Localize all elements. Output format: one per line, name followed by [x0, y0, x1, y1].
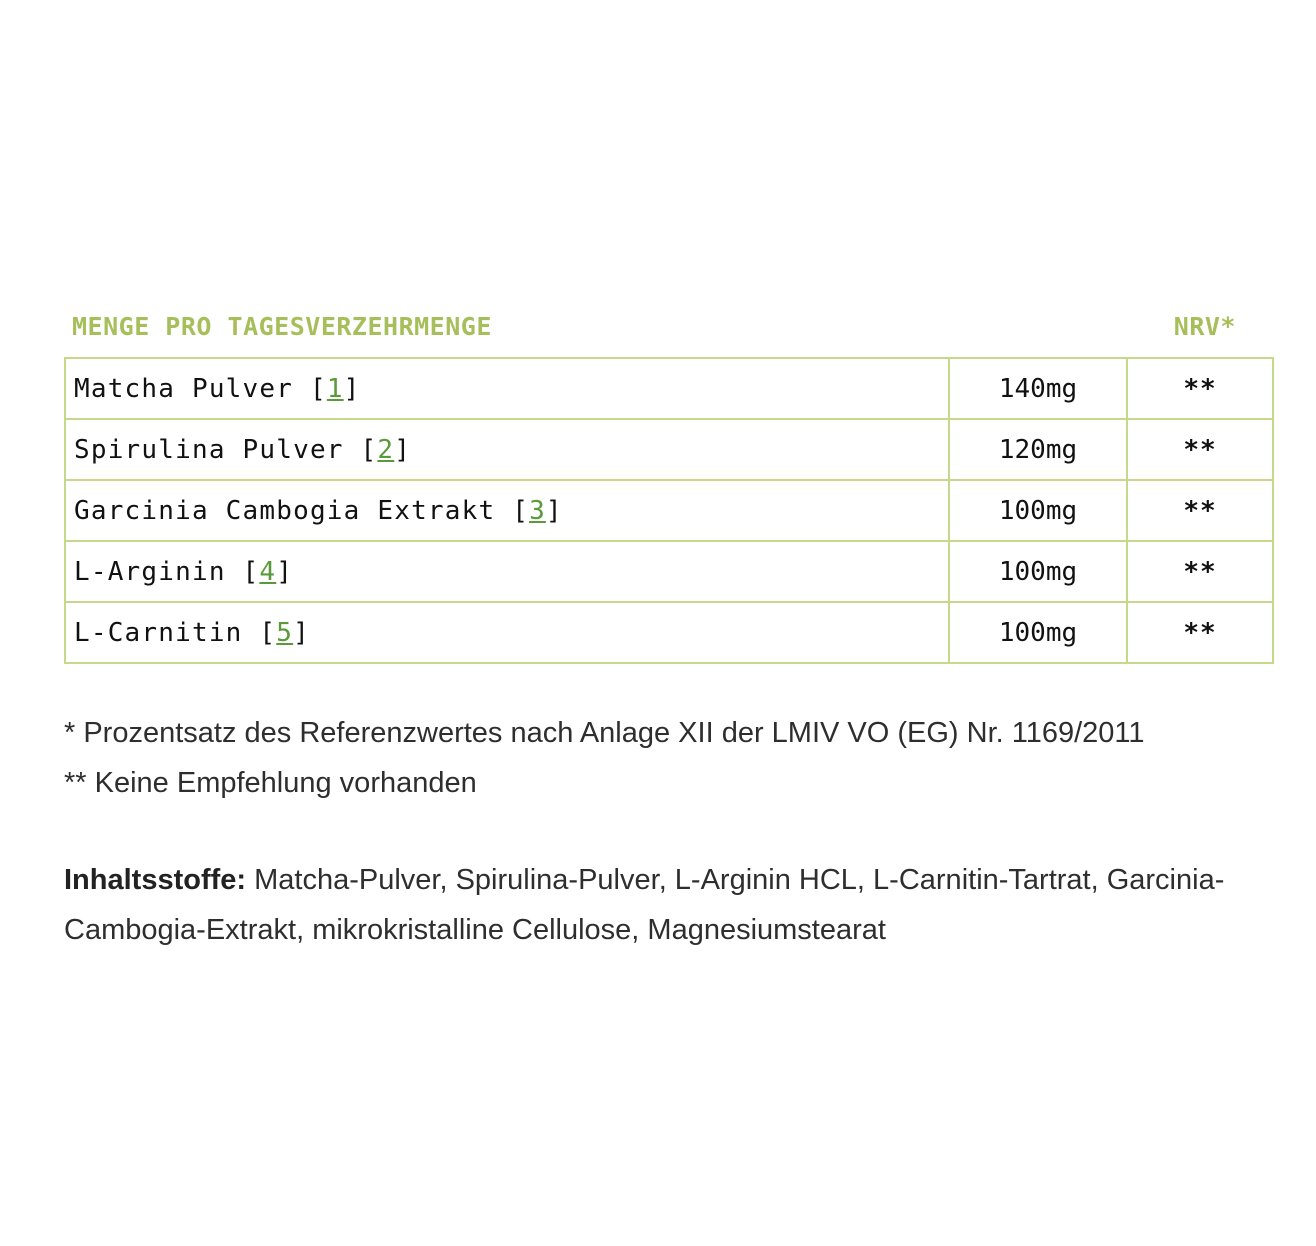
ingredients-list: Matcha-Pulver, Spirulina-Pulver, L-Arginin HCL, L-Carnitin-Tartrat, Garcinia-Cambogia-Extrakt, mikrokristalline Cellulose, Magnesiumstearat — [64, 864, 1225, 946]
table-row — [65, 541, 1273, 602]
ingredient-name: Garcinia Cambogia Extrakt — [74, 495, 496, 526]
ingredient-name: L-Carnitin — [74, 617, 243, 648]
amount-cell: 100mg — [949, 602, 1127, 663]
ingredient-name: Matcha Pulver — [74, 373, 294, 404]
nutrition-table — [64, 357, 1274, 664]
nrv-cell: ** — [1127, 602, 1273, 663]
footnote-nrv: * Prozentsatz des Referenzwertes nach Anlage XII der LMIV VO (EG) Nr. 1169/2011 — [64, 717, 1145, 749]
reference-link[interactable]: 2 — [377, 434, 395, 465]
ingredient-name: L-Arginin — [74, 556, 226, 587]
nrv-cell: ** — [1127, 358, 1273, 419]
header-nrv-label: NRV* — [1173, 311, 1236, 341]
amount-cell: 140mg — [949, 358, 1127, 419]
amount-cell: 100mg — [949, 480, 1127, 541]
ingredient-name-cell: Matcha Pulver [1] — [65, 358, 949, 419]
ingredient-name-cell: Spirulina Pulver [2] — [65, 419, 949, 480]
nutrition-section — [64, 306, 1274, 664]
ingredient-name: Spirulina Pulver — [74, 434, 344, 465]
footnote-no-recommendation: ** Keine Empfehlung vorhanden — [64, 767, 477, 799]
ingredients-label: Inhaltsstoffe: — [64, 864, 247, 896]
table-row — [65, 358, 1273, 419]
footnotes — [64, 708, 1284, 808]
table-row — [65, 419, 1273, 480]
reference-link[interactable]: 5 — [276, 617, 294, 648]
ingredient-name-cell: L-Arginin [4] — [65, 541, 949, 602]
ingredient-name-cell: L-Carnitin [5] — [65, 602, 949, 663]
reference-link[interactable]: 3 — [529, 495, 546, 526]
nrv-cell: ** — [1127, 480, 1273, 541]
nrv-cell: ** — [1127, 541, 1273, 602]
ingredient-name-cell: Garcinia Cambogia Extrakt [3] — [65, 480, 949, 541]
ingredients-paragraph — [64, 855, 1284, 955]
nrv-cell: ** — [1127, 419, 1273, 480]
table-header — [64, 306, 1274, 346]
table-row — [65, 602, 1273, 663]
amount-cell: 100mg — [949, 541, 1127, 602]
reference-link[interactable]: 4 — [259, 556, 277, 587]
reference-link[interactable]: 1 — [326, 373, 344, 404]
table-row — [65, 480, 1273, 541]
amount-cell: 120mg — [949, 419, 1127, 480]
header-amount-label: MENGE PRO TAGESVERZEHRMENGE — [72, 311, 492, 341]
